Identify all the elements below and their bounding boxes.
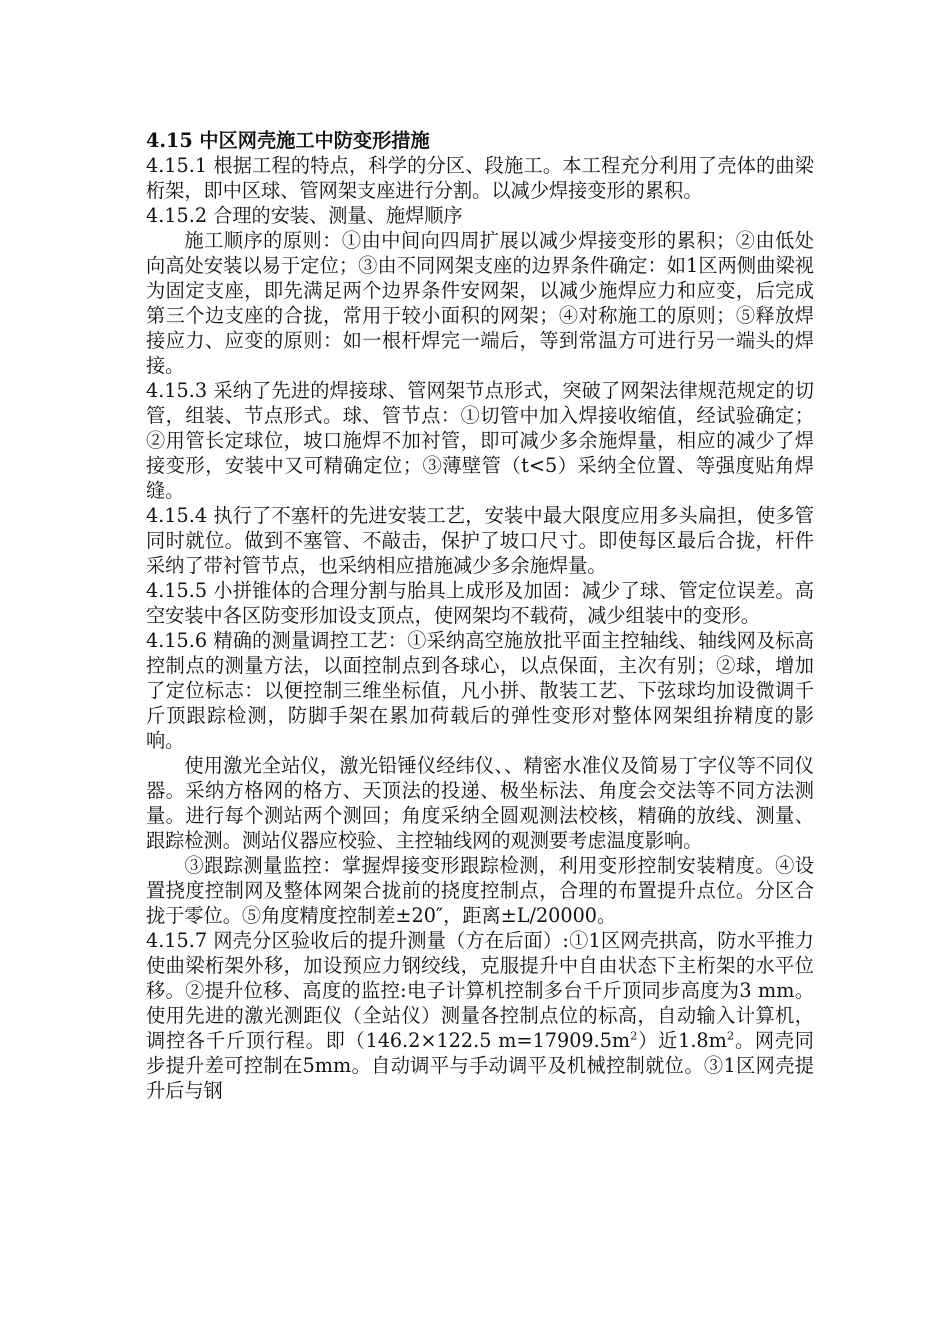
paragraph-construction-order: 施工顺序的原则：①由中间向四周扩展以减少焊接变形的累积；②由低处向高处安装以易于定位；③由不同网架支座的边界条件确定：如1区两侧曲梁视为固定支座，即先满足两个边界条件安网架，以减少施焊应力和应变，后完成第三个边支座的合拢，常用于较小面积的网架；④对称施工的原则；⑤释放焊接应力、应变的原则：如一根杆焊完一端后，等到常温方可进行另一端头的焊接。 xyxy=(146,229,814,377)
paragraph-4-15-7 xyxy=(146,928,814,1103)
paragraph-4-15-4: 4.15.4 执行了不塞杆的先进安装工艺，安装中最大限度应用多头扁担，使多管同时就位。做到不塞管、不敲击，保护了坡口尺寸。即使每区最后合拢，杆件采纳了带衬管节点，也采纳相应措施减少多余施焊量。 xyxy=(146,504,814,577)
superscript-2: 2 xyxy=(726,1028,735,1043)
paragraph-4-15-3: 4.15.3 采纳了先进的焊接球、管网架节点形式，突破了网架法律规范规定的切管，组装、节点形式。球、管节点：①切管中加入焊接收缩值，经试验确定；②用管长定球位，坡口施焊不加衬管，即可减少多余施焊量，相应的减少了焊接变形，安装中又可精确定位；③薄壁管（t<5）采纳全位置、等强度贴角焊缝。 xyxy=(146,379,814,502)
paragraph-tracking-monitoring: ③跟踪测量监控：掌握焊接变形跟踪检测，利用变形控制安装精度。④设置挠度控制网及整体网架合拢前的挠度控制点，合理的布置提升点位。分区合拢于零位。⑤角度精度控制差±20″，距离±L/20000。 xyxy=(146,854,814,927)
paragraph-4-15-6: 4.15.6 精确的测量调控工艺：①采纳高空施放批平面主控轴线、轴线网及标高控制点的测量方法，以面控制点到各球心，以点保面，主次有别；②球，增加了定位标志：以便控制三维坐标值，凡小拼、散装工艺、下弦球均加设微调千斤顶跟踪检测，防脚手架在累加荷载后的弹性变形对整体网架组拚精度的影响。 xyxy=(146,629,814,752)
document-page xyxy=(146,128,814,1103)
paragraph-4-15-1: 4.15.1 根据工程的特点，科学的分区、段施工。本工程充分利用了壳体的曲梁桁架，即中区球、管网架支座进行分割。以减少焊接变形的累积。 xyxy=(146,154,814,202)
paragraph-4-15-7-part3: 。网壳同步提升差可控制在5mm。自动调平与手动调平及机械控制就位。③1区网壳提升后与钢 xyxy=(146,1029,814,1102)
paragraph-4-15-5: 4.15.5 小拼锥体的合理分割与胎具上成形及加固：减少了球、管定位误差。高空安装中各区防变形加设支顶点，使网架均不载荷，减少组装中的变形。 xyxy=(146,579,814,627)
paragraph-4-15-7-part2: ）近1.8m xyxy=(637,1029,727,1052)
paragraph-instruments: 使用激光全站仪，激光铅锤仪经纬仪、、精密水准仪及简易丁字仪等不同仪器。采纳方格网的格方、天顶法的投递、极坐标法、角度会交法等不同方法测量。进行每个测站两个测回；角度采纳全圆观测法校核，精确的放线、测量、跟踪检测。测站仪器应校验、主控轴线网的观测要考虑温度影响。 xyxy=(146,754,814,852)
superscript-2: 2 xyxy=(630,1028,638,1043)
paragraph-4-15-2-heading: 4.15.2 合理的安装、测量、施焊顺序 xyxy=(146,204,463,227)
section-title: 4.15 中区网壳施工中防变形措施 xyxy=(146,129,430,152)
paragraph-4-15-7-part1: 4.15.7 网壳分区验收后的提升测量（方在后面）:①1区网壳拱高，防水平推力使曲梁桁架外移，加设预应力钢绞线，克服提升中自由状态下主桁架的水平位移。②提升位移、高度的监控:电子计算机控制多台千斤顶同步高度为3 mm。使用先进的激光测距仪（全站仪）测量各控制点位的标高，自动输入计算机，调控各千斤顶行程。即（146.2×122.5 m=17909.5m xyxy=(146,929,814,1052)
